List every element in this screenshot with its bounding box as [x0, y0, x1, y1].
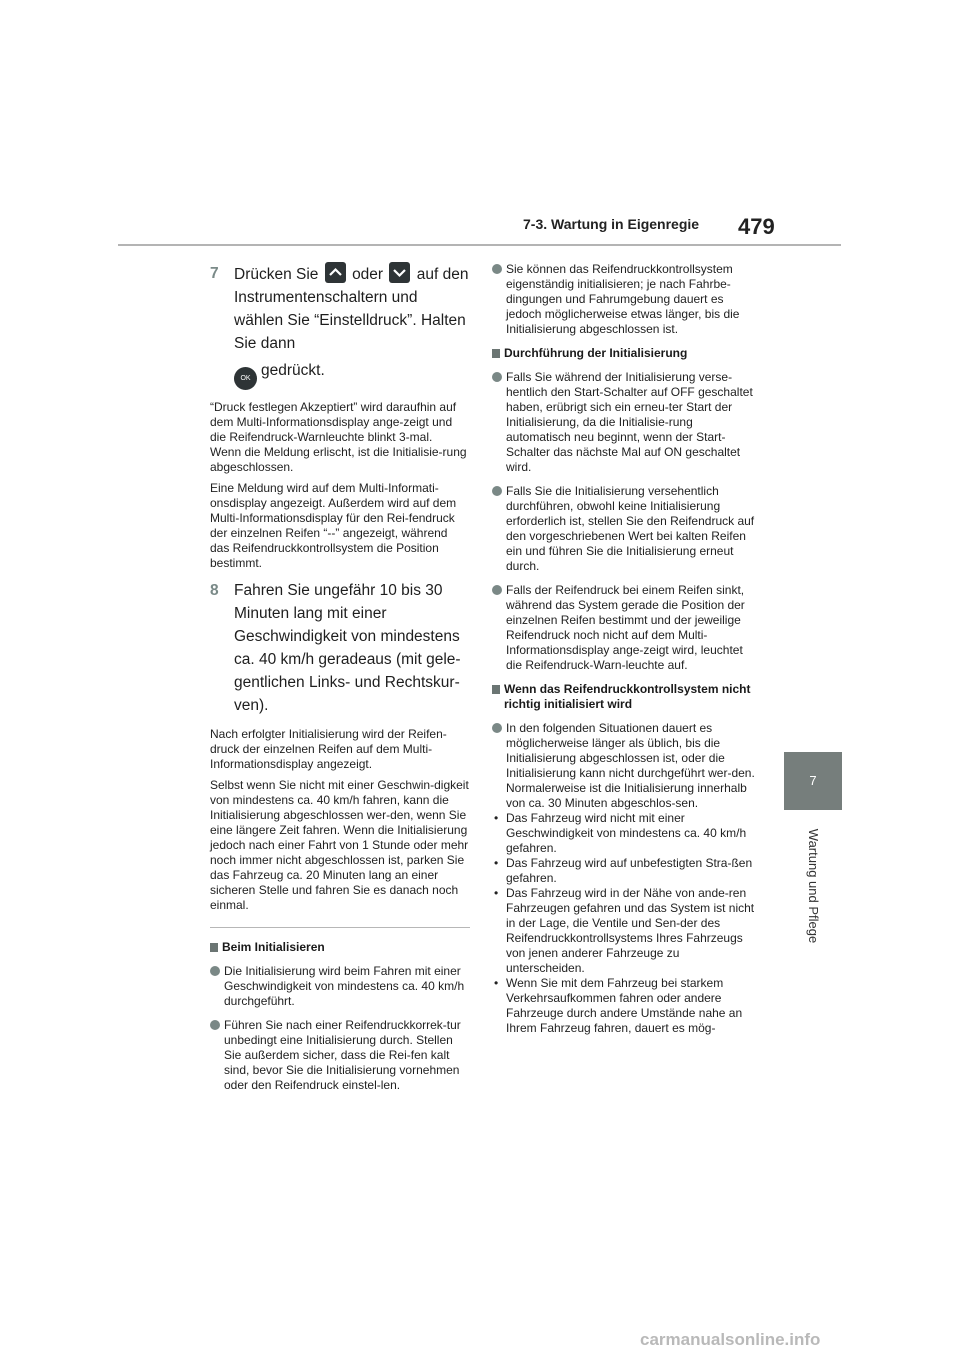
section-title: 7-3. Wartung in Eigenregie [523, 216, 700, 232]
section-heading: Beim Initialisieren [210, 940, 470, 955]
bullet-item [492, 484, 758, 574]
bullet-text: Falls Sie während der Initialisierung verse-hentlich den Start-Schalter auf OFF geschaltet haben, erübrigt sich ein erneu-ter Start der Initialisierung, da die Initialisie-rung automatisch neu beginnt, wenn der Start-Schalter das nächste Mal auf ON geschaltet wird. [506, 370, 753, 474]
chevron-down-icon [389, 262, 410, 283]
bullet-text: Die Initialisierung wird beim Fahren mit einer Geschwindigkeit von mindestens ca. 40 km/h durchgeführt. [224, 964, 465, 1008]
step-text: gedrückt. [261, 362, 325, 379]
chapter-label: Wartung und Pflege [806, 828, 821, 944]
step-text: Fahren Sie ungefähr 10 bis 30 Minuten lang mit einer Geschwindigkeit von mindestens ca. 40 km/h geradeaus (mit gele-gentlichen Links- und Rechtskur-ven). [234, 582, 461, 714]
paragraph: Eine Meldung wird auf dem Multi-Informati-onsdisplay angezeigt. Außerdem wird auf dem Multi-Informationsdisplay für den Rei-fendruck der einzelnen Reifen “--” angezeigt, während das Reifendruckkontrollsystem die Position bestimmt. [210, 481, 457, 570]
bullet-item [210, 964, 470, 1009]
watermark: carmanualsonline.info [640, 1330, 821, 1349]
paragraph: Wenn die Meldung erlischt, ist die Initialisie-rung abgeschlossen. [210, 445, 467, 474]
bullet-text: Falls der Reifendruck bei einem Reifen sinkt, während das System gerade die Position der einzelnen Reifen bestimmt und der jeweilige Reifendruck noch nicht auf dem Multi-Informationsdisplay ange-zeigt wird, leuchtet die Reifendruck-Warn-leuchte auf. [506, 583, 745, 672]
chapter-tab[interactable]: 7 [784, 752, 842, 810]
bullet-item [210, 1018, 470, 1093]
bullet-item [492, 262, 758, 337]
paragraph: Nach erfolgter Initialisierung wird der Reifen-druck der einzelnen Reifen auf dem Multi-Informationsdisplay angezeigt. [210, 727, 447, 771]
chevron-up-icon [325, 262, 346, 283]
section-heading: Wenn das Reifendruckkontrollsystem nicht richtig initialisiert wird [492, 682, 758, 712]
bullet-icon [210, 1020, 220, 1030]
step-number: 7 [210, 265, 219, 282]
ok-button-icon: OK [234, 367, 257, 390]
bullet-icon [492, 585, 502, 595]
paragraph: “Druck festlegen Akzeptiert” wird daraufhin auf dem Multi-Informationsdisplay ange-zeigt und die Reifendruck-Warnleuchte blinkt 3-mal. [210, 400, 457, 444]
bullet-text: Führen Sie nach einer Reifendruckkorrek-tur unbedingt eine Initialisierung durch. Stellen Sie außerdem sicher, dass die Rei-fen kalt sind, bevor Sie die Initialisierung vornehmen oder den Reifendruck einstel-len. [224, 1018, 461, 1092]
sub-item: • Das Fahrzeug wird auf unbefestigten Stra-ßen gefahren. [492, 856, 758, 886]
step-text: auf den Instrumentenschaltern und wählen Sie “Einstelldruck”. Halten Sie dann [234, 266, 469, 352]
bullet-icon [492, 486, 502, 496]
bullet-text: Sie können das Reifendruckkontrollsystem eigenständig initialisieren; je nach Fahrbe-dingungen und Fahrumgebung dauert es jedoch möglicherweise etwas länger, bis die Initialisierung abgeschlossen ist. [506, 262, 740, 336]
left-column [210, 262, 470, 1102]
bullet-icon [492, 723, 502, 733]
bullet-icon [210, 966, 220, 976]
step-text: Drücken Sie [234, 266, 319, 283]
paragraph: Selbst wenn Sie nicht mit einer Geschwin-digkeit von mindestens ca. 40 km/h fahren, kann die Initialisierung abgeschlossen wer-den, wenn Sie eine längere Zeit fahren. Wenn die Initialisierung jedoch nach einer Fahrt von 1 Stunde oder mehr noch immer nicht abgeschlossen ist, parken Sie das Fahrzeug ca. 20 Minuten lang an einer sicheren Stelle und fahren Sie es danach noch einmal. [210, 778, 469, 912]
section-heading: Durchführung der Initialisierung [492, 346, 758, 361]
page-number: 479 [738, 214, 775, 239]
sub-item: • Das Fahrzeug wird nicht mit einer Geschwindigkeit von mindestens ca. 40 km/h gefahren. [492, 811, 758, 856]
sub-item: • Wenn Sie mit dem Fahrzeug bei starkem Verkehrsaufkommen fahren oder andere Fahrzeuge durch andere Umstände nahe an Ihrem Fahrzeug fahren, dauert es mög- [492, 976, 758, 1036]
bullet-item [492, 370, 758, 475]
bullet-text: Falls Sie die Initialisierung versehentlich durchführen, obwohl keine Initialisierung erforderlich ist, stellen Sie den Reifendruck auf den vorgeschriebenen Wert bei kalten Reifen ein und führen Sie die Initialisierung erneut durch. [506, 484, 755, 573]
bullet-icon [492, 372, 502, 382]
bullet-item [492, 583, 758, 673]
sub-item: • Das Fahrzeug wird in der Nähe von ande-ren Fahrzeugen gefahren und das System ist nicht in der Lage, die Ventile und Sen-der des Reifendruckkontrollsystems Ihres Fahrzeugs von jenen anderer Fahrzeuge zu unterscheiden. [492, 886, 758, 976]
bullet-item [492, 721, 758, 811]
section-divider [210, 927, 470, 928]
bullet-icon [492, 264, 502, 274]
step-7 [210, 262, 470, 390]
step-text: oder [352, 266, 384, 283]
bullet-text: In den folgenden Situationen dauert es möglicherweise länger als üblich, bis die Initialisierung abgeschlossen ist, oder die Initialisierung kann nicht durchgeführt wer-den. Normalerweise ist die Initialisierung innerhalb von ca. 30 Minuten abgeschlos-sen. [506, 721, 755, 810]
header-divider [118, 244, 841, 246]
right-column [492, 262, 758, 1036]
step-8 [210, 579, 470, 717]
step-number: 8 [210, 582, 219, 599]
